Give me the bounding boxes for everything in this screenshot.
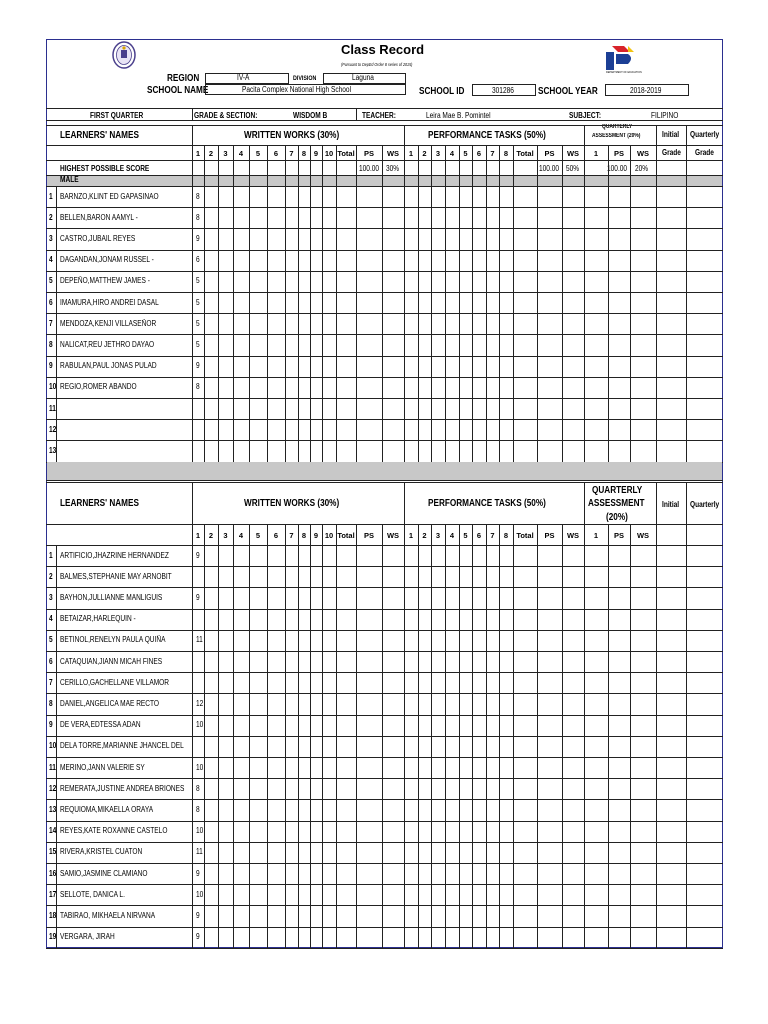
column-number-label: 7 [490, 530, 495, 540]
row-number: 11 [49, 762, 56, 772]
subject-value: FILIPINO [651, 111, 679, 120]
row-number: 10 [49, 741, 57, 751]
school-id-value: 301286 [492, 86, 514, 95]
learner-name: REMERATA,JUSTINE ANDREA BRIONES [60, 783, 185, 793]
grade-section-label: GRADE & SECTION: [194, 111, 258, 120]
learner-name: RIVERA,KRISTEL CUATON [60, 847, 143, 857]
column-number-label: 7 [289, 148, 294, 158]
learner-name: REYES,KATE ROXANNE CASTELO [60, 826, 168, 836]
learner-row[interactable] [46, 884, 723, 905]
column-number-label: 4 [449, 530, 455, 540]
row-number: 5 [49, 276, 53, 286]
written-works-header: WRITTEN WORKS (30%) [244, 130, 340, 141]
row-number: 7 [49, 318, 53, 328]
deped-logo: DEPARTMENT OF EDUCATION [602, 44, 638, 78]
row-number: 1 [49, 550, 53, 560]
learner-name: REGIO,ROMER ABANDO [60, 382, 137, 392]
score-cell: 9 [196, 868, 200, 878]
row-number: 12 [49, 783, 57, 793]
score-cell: 9 [196, 234, 200, 243]
learner-name: MERINO,JANN VALERIE SY [60, 762, 145, 772]
performance-tasks-header: PERFORMANCE TASKS (50%) [428, 130, 546, 141]
region-value: IV-A [237, 73, 250, 82]
learner-row[interactable] [46, 377, 723, 398]
learner-row[interactable] [46, 842, 723, 863]
learner-name: RABULAN,PAUL JONAS PULAD [60, 361, 157, 371]
division-label: DIVISION [293, 75, 317, 82]
school-name-value: Pacita Complex National High School [242, 85, 352, 94]
column-number-label: PS [613, 148, 624, 158]
learner-row[interactable] [46, 609, 723, 630]
column-number-label: 1 [408, 530, 414, 540]
column-number-label: 7 [490, 148, 495, 158]
column-number-label: PS [613, 530, 624, 540]
column-number-label: 1 [593, 148, 599, 158]
column-number-label: Total [516, 530, 534, 540]
column-number-label: 4 [238, 148, 244, 158]
row-number: 16 [49, 868, 57, 878]
quarterly-header: Quarterly [690, 130, 720, 139]
column-number-label: 8 [503, 148, 509, 158]
column-number-label: 2 [422, 530, 427, 540]
column-number-label: 3 [223, 530, 228, 540]
learner-name: BARNZO,KLINT ED GAPASINAO [60, 191, 159, 201]
learner-name: DANIEL,ANGELICA MAE RECTO [60, 699, 160, 708]
column-number-label: WS [636, 530, 650, 540]
row-number: 8 [49, 699, 53, 708]
quarterly-header-small: QUARTERLY [602, 124, 633, 130]
column-number-label: 1 [593, 530, 599, 540]
score-cell: 10 [196, 720, 204, 730]
learner-row[interactable] [46, 207, 723, 228]
learner-row[interactable] [46, 398, 723, 419]
learner-name: CASTRO,JUBAIL REYES [60, 234, 136, 243]
column-number-label: PS [544, 148, 555, 158]
subject-label: SUBJECT: [569, 111, 602, 120]
column-number-label: 10 [324, 148, 334, 158]
highest-score-label: HIGHEST POSSIBLE SCORE [60, 164, 150, 173]
learner-name: BALMES,STEPHANIE MAY ARNOBIT [60, 571, 172, 581]
score-cell: 8 [196, 783, 200, 793]
row-number: 9 [49, 720, 53, 730]
score-cell: 5 [196, 340, 200, 349]
learner-name: DAGANDAN,JONAM RUSSEL - [60, 255, 154, 265]
learner-name: BETAIZAR,HARLEQUIN - [60, 614, 136, 624]
column-number-label: PS [363, 530, 374, 540]
learner-row[interactable] [46, 927, 723, 948]
grade-header: Grade [662, 148, 681, 157]
column-number-label: Total [516, 148, 534, 158]
region-label: REGION [167, 73, 200, 84]
column-number-label: 6 [273, 148, 279, 158]
score-cell: 9 [196, 593, 200, 602]
learner-row[interactable] [46, 757, 723, 778]
column-number-label: 4 [449, 148, 455, 158]
column-number-label: 2 [208, 530, 214, 540]
column-number-label: 2 [422, 148, 427, 158]
column-number-label: 3 [435, 530, 441, 540]
row-number: 8 [49, 340, 53, 349]
quarter-label: FIRST QUARTER [90, 111, 144, 120]
school-year-value: 2018-2019 [630, 86, 662, 95]
deped-seal-icon [112, 41, 136, 69]
male-section-label: MALE [60, 175, 79, 184]
learner-name: DE VERA,EDTESSA ADAN [60, 720, 141, 730]
column-number-label: WS [636, 148, 650, 158]
column-number-label: WS [386, 148, 400, 158]
column-number-label: WS [386, 530, 400, 540]
learner-name: CERILLO,GACHELLANE VILLAMOR [60, 677, 170, 687]
learner-name: MENDOZA,KENJI VILLASEÑOR [60, 318, 157, 328]
learner-name: SELLOTE, DANICA L. [60, 889, 125, 899]
column-number-label: 6 [273, 530, 279, 540]
learner-row[interactable] [46, 863, 723, 884]
school-name-label: SCHOOL NAME [147, 85, 209, 96]
column-number-label: 6 [476, 148, 482, 158]
score-cell: 8 [196, 212, 200, 222]
column-number-label: 5 [463, 530, 468, 540]
row-number: 12 [49, 424, 57, 434]
learner-name: SAMIO,JASMINE CLAMIANO [60, 868, 148, 878]
column-number-label: 5 [255, 530, 261, 540]
column-number-label: 5 [255, 148, 261, 158]
score-cell: 10 [196, 762, 204, 772]
score-cell: 9 [196, 932, 200, 942]
score-cell: 5 [196, 318, 200, 328]
learner-name: BAYHON,JULLIANNE MANLIGUIS [60, 593, 163, 602]
column-number-label: 9 [313, 530, 319, 540]
school-id-label: SCHOOL ID [419, 86, 465, 97]
learner-row[interactable] [46, 419, 723, 440]
score-cell: 11 [196, 847, 203, 857]
learner-row[interactable] [46, 715, 723, 736]
column-number-label: 10 [324, 530, 334, 540]
row-number: 13 [49, 446, 57, 455]
learner-row[interactable] [46, 440, 723, 461]
row-number: 10 [49, 382, 57, 392]
score-cell: 9 [196, 550, 200, 560]
teacher-value: Leira Mae B. Pomintel [426, 111, 491, 120]
score-cell: 8 [196, 191, 200, 201]
score-cell: 10 [196, 826, 204, 836]
column-number-label: 8 [503, 530, 509, 540]
column-number-label: 1 [408, 148, 414, 158]
division-value: Laguna [352, 73, 374, 82]
score-cell: 6 [196, 255, 200, 265]
school-year-label: SCHOOL YEAR [538, 86, 598, 97]
column-number-label: 8 [301, 148, 307, 158]
learner-name: IMAMURA,HIRO ANDREI DASAL [60, 297, 159, 307]
row-number: 13 [49, 805, 57, 814]
column-number-label: 9 [313, 148, 319, 158]
learner-name: BELLEN,BARON AAMYL - [60, 212, 138, 222]
learner-name: VERGARA, JIRAH [60, 932, 115, 942]
initial-header: Initial [662, 130, 680, 139]
column-number-label: 2 [208, 148, 214, 158]
column-number-label: Total [337, 530, 355, 540]
row-number: 7 [49, 677, 53, 687]
learner-name: TABIRAO, MIKHAELA NIRVANA [60, 911, 156, 920]
column-number-label: 4 [238, 530, 244, 540]
learner-name: CATAQUIAN,JIANN MICAH FINES [60, 656, 163, 666]
column-number-label: 3 [223, 148, 228, 158]
column-number-label: 8 [301, 530, 307, 540]
column-number-label: WS [566, 530, 580, 540]
score-cell: 9 [196, 911, 200, 920]
row-number: 5 [49, 635, 53, 645]
score-cell: 12 [196, 699, 204, 708]
row-number: 15 [49, 847, 57, 857]
score-cell: 8 [196, 382, 200, 392]
column-number-label: WS [566, 148, 580, 158]
learner-name: REQUIOMA,MIKAELLA ORAYA [60, 805, 154, 814]
column-number-label: 1 [195, 148, 201, 158]
row-number: 19 [49, 932, 57, 942]
row-number: 3 [49, 234, 53, 243]
column-number-label: 3 [435, 148, 441, 158]
score-cell: 11 [196, 635, 203, 645]
row-number: 9 [49, 361, 53, 371]
learner-row[interactable] [46, 228, 723, 249]
subtitle: (Pursuant to DepEd Order 8 series of 2015) [341, 62, 413, 67]
grade-section-value: WISDOM B [293, 111, 328, 120]
learner-name: ARTIFICIO,JHAZRINE HERNANDEZ [60, 550, 169, 560]
learners-header: LEARNERS' NAMES [60, 130, 139, 141]
row-number: 18 [49, 911, 57, 920]
row-number: 1 [49, 191, 53, 201]
row-number: 17 [49, 889, 57, 899]
learner-name: DELA TORRE,MARIANNE JHANCEL DEL [60, 741, 184, 751]
score-cell: 5 [196, 297, 200, 307]
column-number-label: 5 [463, 148, 468, 158]
column-number-label: Total [337, 148, 355, 158]
row-number: 11 [49, 403, 56, 413]
learner-name: BETINOL,RENELYN PAULA QUIÑA [60, 635, 166, 645]
row-number: 6 [49, 297, 53, 307]
row-number: 4 [49, 255, 53, 265]
learner-name: DEPEÑO,MATTHEW JAMES - [60, 276, 150, 286]
column-number-label: PS [544, 530, 555, 540]
column-number-label: PS [363, 148, 374, 158]
learner-name: NALICAT,REU JETHRO DAYAO [60, 340, 155, 349]
score-cell: 5 [196, 276, 200, 286]
row-number: 6 [49, 656, 53, 666]
row-number: 4 [49, 614, 53, 624]
page-title: Class Record [341, 42, 425, 57]
column-number-label: 6 [476, 530, 482, 540]
row-number: 2 [49, 212, 53, 222]
score-cell: 10 [196, 889, 204, 899]
score-cell: 8 [196, 805, 200, 814]
score-cell: 9 [196, 361, 200, 371]
row-number: 2 [49, 571, 53, 581]
column-number-label: 1 [195, 530, 201, 540]
row-number: 14 [49, 826, 57, 836]
column-number-label: 7 [289, 530, 294, 540]
teacher-label: TEACHER: [362, 111, 396, 120]
row-number: 3 [49, 593, 53, 602]
